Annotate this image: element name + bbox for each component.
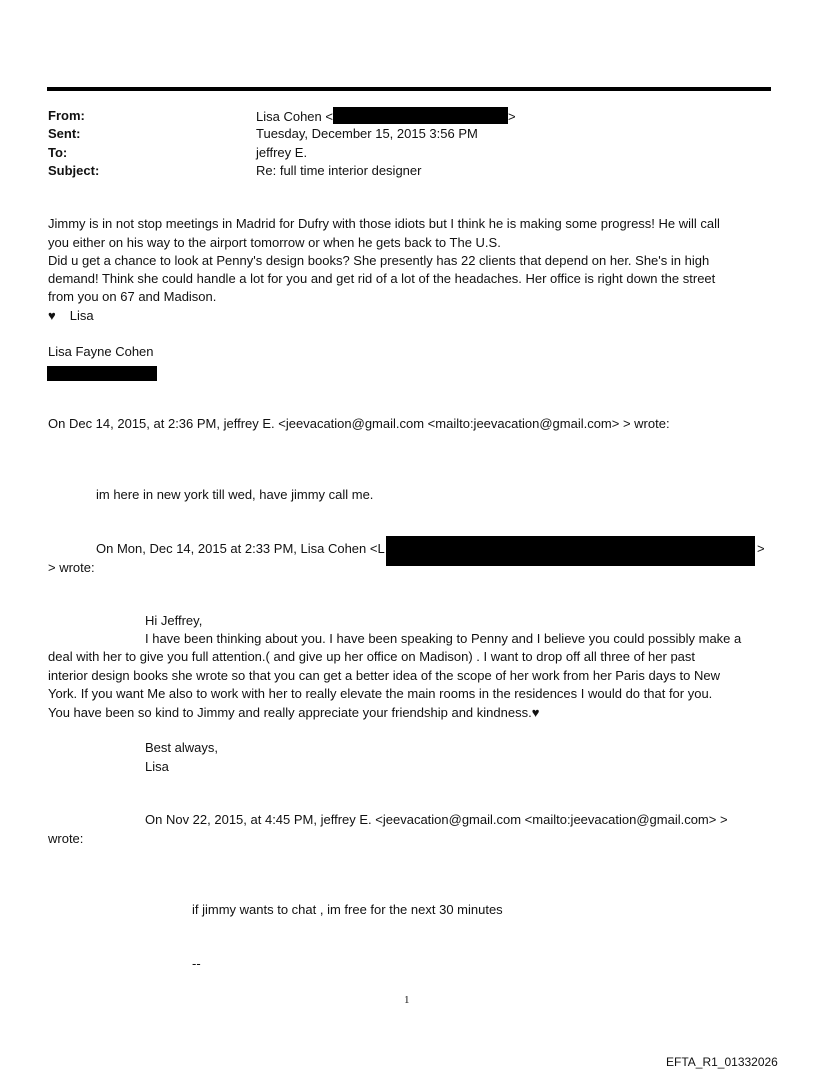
page-number: 1 (404, 994, 410, 1006)
from-label: From: (48, 108, 85, 123)
quote-header: On Dec 14, 2015, at 2:36 PM, jeffrey E. <jeevacation@gmail.com <mailto:jeevacation@gmail.com> > wrote: (48, 416, 670, 431)
quote-line: York. If you want Me also to work with her to really elevate the main rooms in the residences I would do that for you. (48, 686, 713, 701)
subject-label: Subject: (48, 163, 100, 178)
signoff-line (48, 307, 94, 325)
quote-line (48, 704, 539, 722)
quote-greeting: Hi Jeffrey, (145, 613, 203, 628)
signoff-name: Lisa (69, 308, 94, 323)
heart-icon: ♥ (531, 705, 540, 720)
from-name: Lisa Cohen < (256, 109, 333, 124)
sent-label: Sent: (48, 126, 81, 141)
quote-header-start: On Mon, Dec 14, 2015 at 2:33 PM, Lisa Cohen <L (96, 541, 385, 556)
signature-name: Lisa Fayne Cohen (48, 344, 154, 359)
quote-name: Lisa (145, 759, 169, 774)
body-line: demand! Think she could handle a lot for you and get rid of a lot of the headaches. Her office is right down the street (48, 271, 716, 286)
quote-line-text: You have been so kind to Jimmy and really appreciate your friendship and kindness. (48, 705, 532, 720)
quote-line: I have been thinking about you. I have been speaking to Penny and I believe you could possibly make a (145, 631, 742, 646)
body-line: from you on 67 and Madison. (48, 289, 217, 304)
from-close: > (507, 109, 516, 124)
body-line: you either on his way to the airport tomorrow or when he gets back to The U.S. (48, 235, 501, 250)
subject-value: Re: full time interior designer (256, 163, 422, 178)
quote-dash: -- (192, 956, 201, 971)
quote-closing: Best always, (145, 740, 218, 755)
to-value: jeffrey E. (256, 145, 308, 160)
quote-header (96, 540, 385, 558)
quote-wrote: wrote: (48, 831, 84, 846)
redaction-box (386, 536, 755, 566)
quote-header-end: > (757, 541, 765, 556)
body-line: Jimmy is in not stop meetings in Madrid for Dufry with those idiots but I think he is making some progress! He will call (48, 216, 720, 231)
quote-message: im here in new york till wed, have jimmy call me. (96, 487, 374, 502)
heart-icon: ♥ (48, 308, 56, 323)
quote-line: deal with her to give you full attention.( and give up her office on Madison) . I want to drop off all three of her past (48, 649, 696, 664)
quote-line: interior design books she wrote so that you can get a better idea of the scope of her work from her Paris days to New (48, 668, 721, 683)
to-label: To: (48, 145, 68, 160)
redaction-box (333, 107, 508, 124)
body-line: Did u get a chance to look at Penny's design books? She presently has 22 clients that depend on her. She's in high (48, 253, 710, 268)
quote-message: if jimmy wants to chat , im free for the next 30 minutes (192, 902, 503, 917)
header-divider (47, 87, 771, 91)
from-value (256, 107, 516, 126)
quote-wrote: > wrote: (48, 560, 95, 575)
quote-header: On Nov 22, 2015, at 4:45 PM, jeffrey E. <jeevacation@gmail.com <mailto:jeevacation@gmail.com> > (145, 812, 728, 827)
sent-value: Tuesday, December 15, 2015 3:56 PM (256, 126, 478, 141)
redaction-box (47, 366, 157, 381)
document-id: EFTA_R1_01332026 (666, 1055, 778, 1069)
